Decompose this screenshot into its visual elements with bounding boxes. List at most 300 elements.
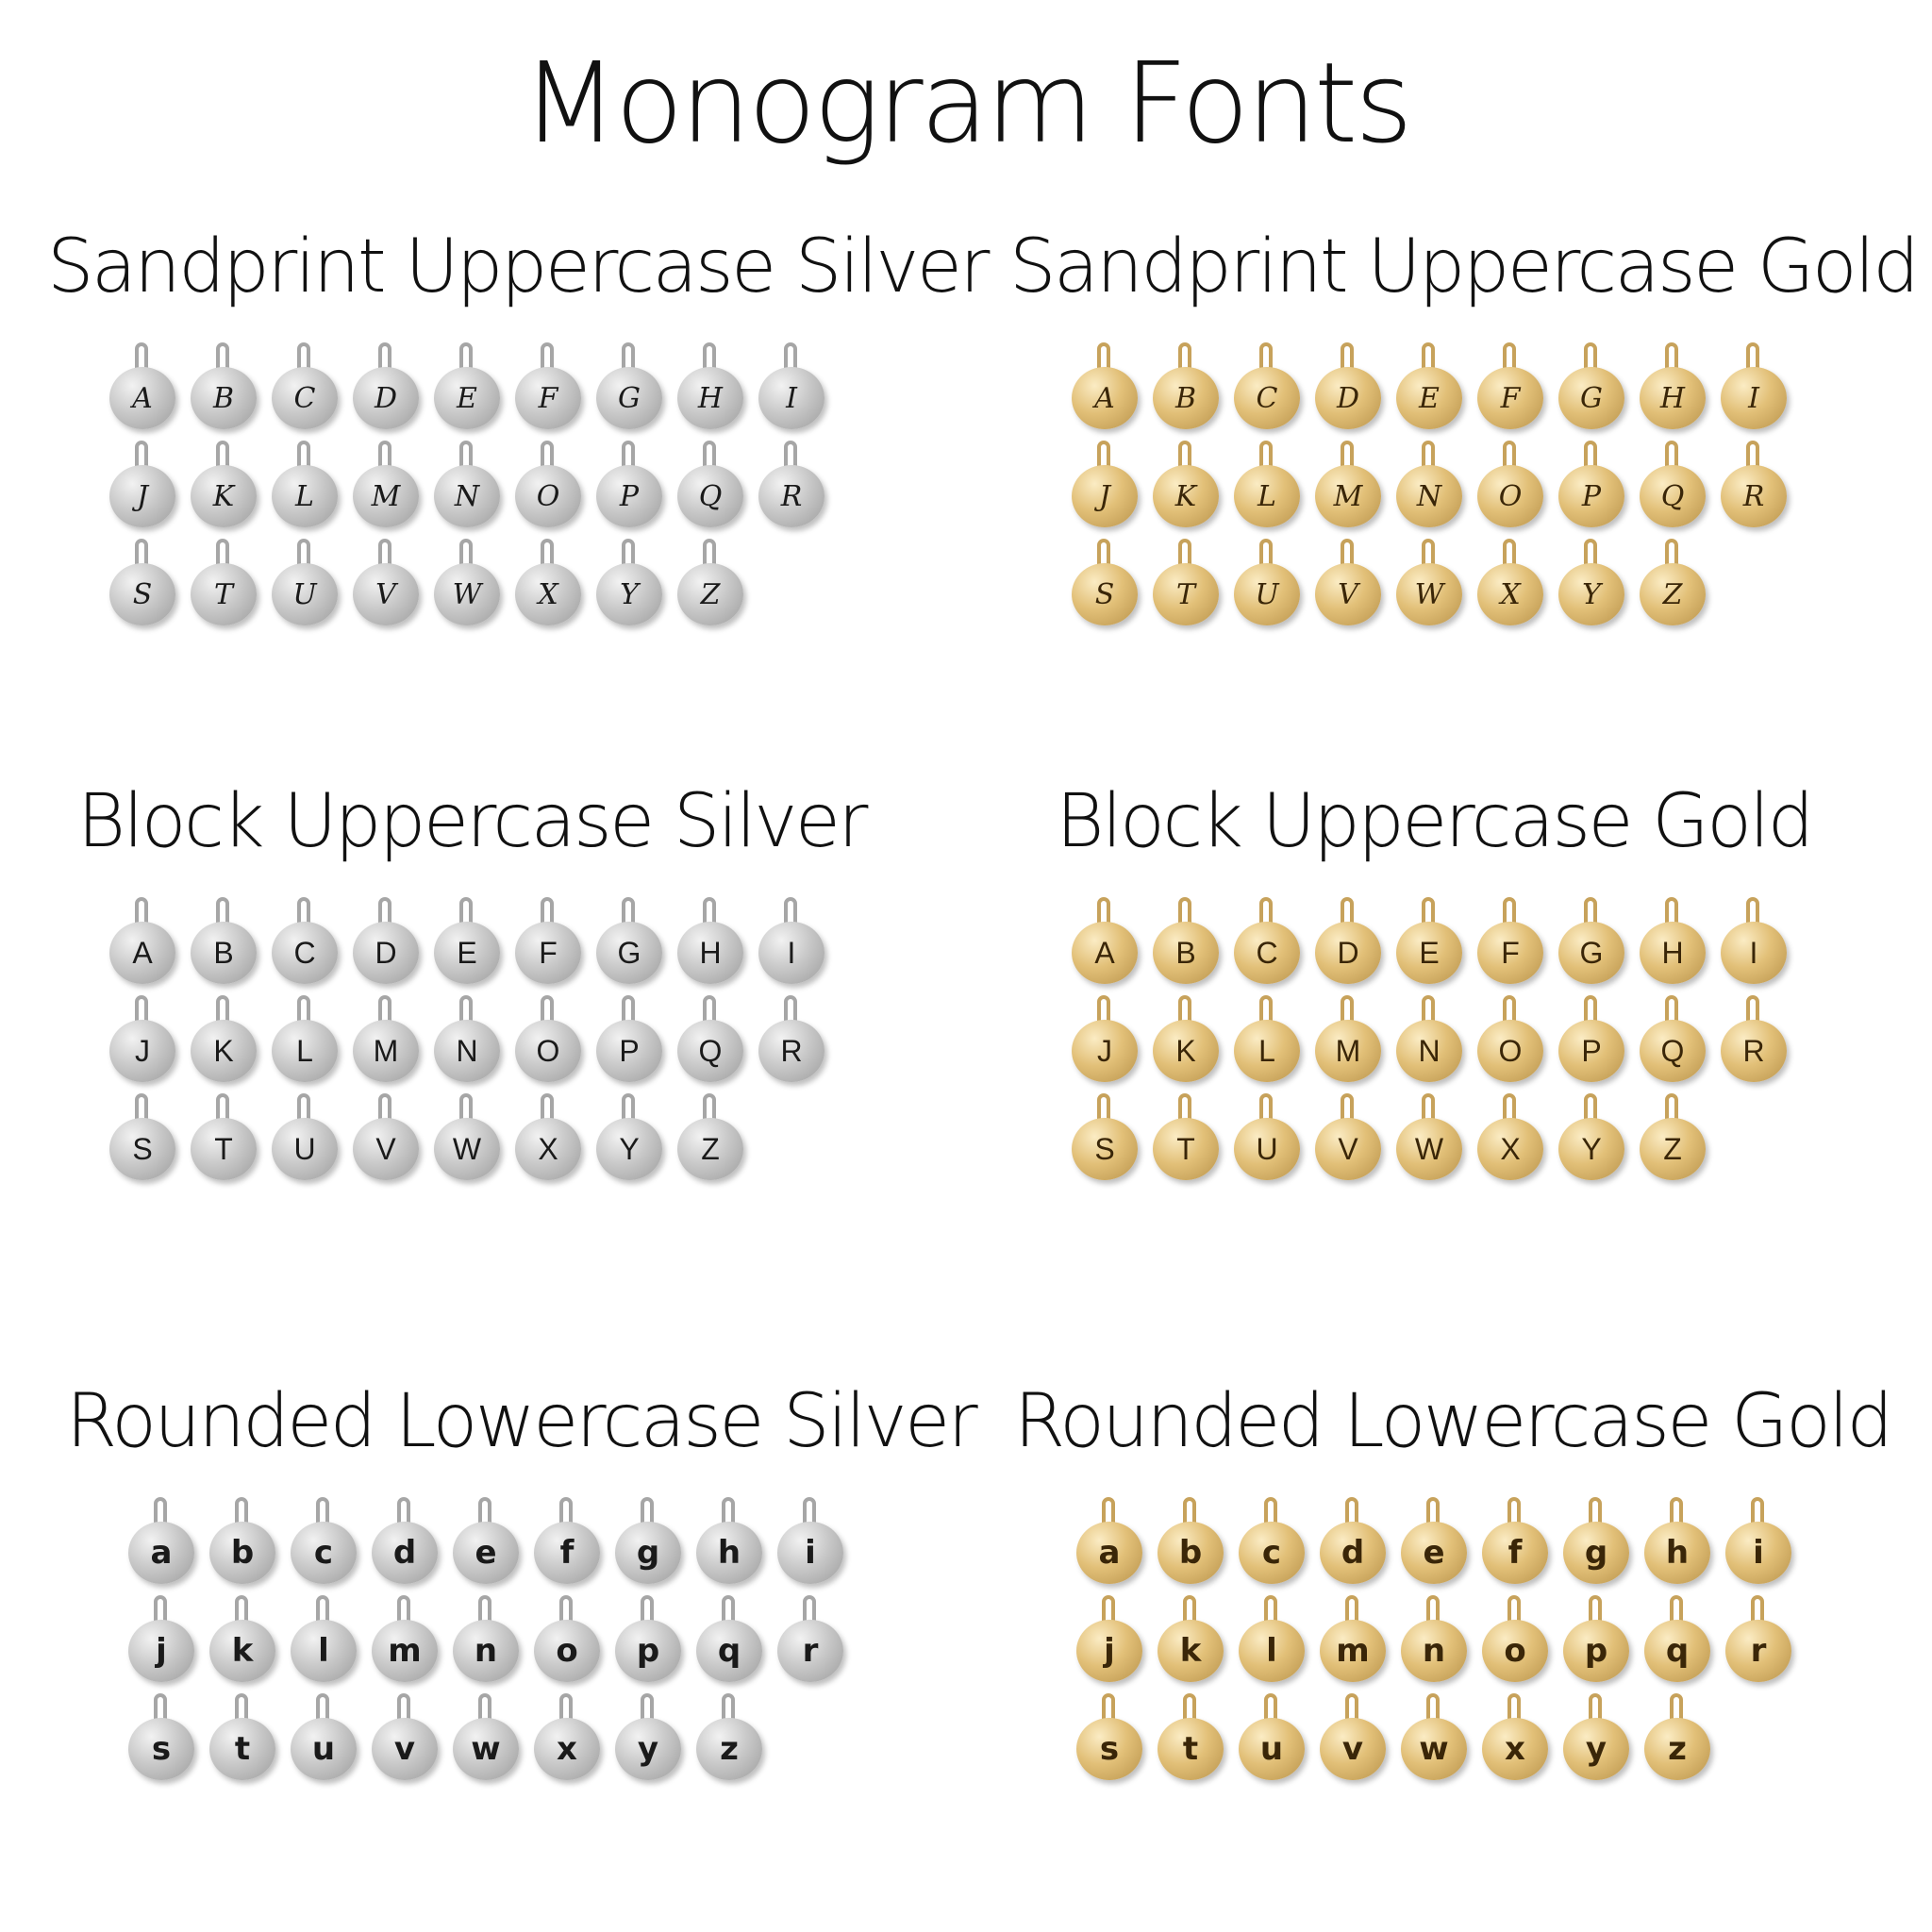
charm-N [1396,995,1462,1086]
charm-k [1158,1595,1224,1686]
charm-J [1072,995,1138,1086]
charm-letter: j [1076,1620,1142,1682]
charm-H [1640,897,1706,988]
charm-letter: W [434,1118,500,1180]
charm-p [615,1595,681,1686]
charm-letter: J [109,1020,175,1082]
charm-letter: H [677,922,743,984]
charm-letter: Z [677,1118,743,1180]
charm-letter: B [191,922,257,984]
charm-letter: C [272,922,338,984]
charm-letter: V [353,1118,419,1180]
charm-V [353,539,419,629]
charm-letter: k [1158,1620,1224,1682]
charm-letter: h [1644,1522,1710,1584]
charm-letter: U [272,563,338,625]
charm-letter: B [1153,922,1219,984]
charm-V [1315,1093,1381,1184]
charm-H [677,897,743,988]
charm-letter: t [1158,1718,1224,1780]
charm-R [758,441,824,531]
charm-letter: y [615,1718,681,1780]
charm-U [272,1093,338,1184]
charm-I [1721,897,1787,988]
charm-letter: Q [1640,465,1706,527]
charm-C [1234,897,1300,988]
charm-l [291,1595,357,1686]
charm-letter: L [272,1020,338,1082]
page-title: Monogram Fonts [522,38,1410,168]
charm-M [1315,995,1381,1086]
charm-letter: I [1721,367,1787,429]
charm-letter: l [291,1620,357,1682]
charm-Q [1640,441,1706,531]
charm-letter: s [128,1718,194,1780]
charm-F [1477,342,1543,433]
charm-j [1076,1595,1142,1686]
charm-letter: U [1234,563,1300,625]
charm-letter: J [1072,465,1138,527]
charm-I [758,342,824,433]
section-heading: Sandprint Uppercase Silver [47,225,988,309]
charm-M [1315,441,1381,531]
charm-k [209,1595,275,1686]
charm-i [777,1497,843,1588]
charm-letter: X [515,1118,581,1180]
charm-J [1072,441,1138,531]
charm-letter: z [696,1718,762,1780]
charm-m [372,1595,438,1686]
charm-P [596,995,662,1086]
charm-letter: A [109,922,175,984]
charm-r [777,1595,843,1686]
charm-letter: Z [677,563,743,625]
charm-d [1320,1497,1386,1588]
charm-letter: J [109,465,175,527]
charm-c [1239,1497,1305,1588]
charm-letter: x [1482,1718,1548,1780]
charm-letter: O [1477,1020,1543,1082]
charm-i [1725,1497,1791,1588]
charm-O [1477,441,1543,531]
charm-letter: Y [1558,563,1624,625]
charm-S [109,1093,175,1184]
charm-Y [1558,1093,1624,1184]
charm-letter: H [1640,922,1706,984]
charm-letter: Q [677,465,743,527]
charm-letter: Q [677,1020,743,1082]
charm-U [1234,539,1300,629]
charm-J [109,441,175,531]
charm-X [1477,1093,1543,1184]
charm-N [434,995,500,1086]
charm-letter: F [1477,367,1543,429]
charm-t [209,1693,275,1784]
charm-letter: P [596,465,662,527]
charm-D [353,342,419,433]
charm-Q [677,995,743,1086]
charm-n [453,1595,519,1686]
charm-D [353,897,419,988]
charm-Q [677,441,743,531]
charm-U [1234,1093,1300,1184]
charm-o [1482,1595,1548,1686]
charm-G [1558,342,1624,433]
charm-letter: N [434,1020,500,1082]
charm-letter: B [1153,367,1219,429]
charm-letter: F [1477,922,1543,984]
charm-letter: N [1396,465,1462,527]
charm-letter: S [1072,1118,1138,1180]
charm-g [1563,1497,1629,1588]
charm-letter: X [515,563,581,625]
charm-letter: e [453,1522,519,1584]
charm-o [534,1595,600,1686]
charm-s [128,1693,194,1784]
charm-R [758,995,824,1086]
charm-q [696,1595,762,1686]
charm-L [272,995,338,1086]
charm-letter: v [1320,1718,1386,1780]
charm-h [1644,1497,1710,1588]
charm-letter: n [1401,1620,1467,1682]
charm-W [434,1093,500,1184]
charm-x [1482,1693,1548,1784]
charm-r [1725,1595,1791,1686]
charm-letter: G [1558,922,1624,984]
charm-letter: g [1563,1522,1629,1584]
charm-K [191,441,257,531]
charm-T [1153,1093,1219,1184]
charm-letter: c [291,1522,357,1584]
charm-C [272,897,338,988]
charm-B [191,342,257,433]
charm-Z [677,539,743,629]
charm-B [1153,897,1219,988]
charm-letter: K [191,1020,257,1082]
charm-letter: X [1477,1118,1543,1180]
charm-letter: p [1563,1620,1629,1682]
charm-letter: U [272,1118,338,1180]
charm-letter: H [1640,367,1706,429]
charm-letter: D [353,367,419,429]
charm-u [1239,1693,1305,1784]
charm-letter: P [596,1020,662,1082]
charm-w [1401,1693,1467,1784]
charm-letter: Y [596,1118,662,1180]
charm-y [1563,1693,1629,1784]
charm-letter: b [209,1522,275,1584]
charm-M [353,441,419,531]
charm-G [1558,897,1624,988]
charm-letter: G [596,922,662,984]
charm-v [372,1693,438,1784]
charm-I [758,897,824,988]
charm-letter: w [1401,1718,1467,1780]
charm-d [372,1497,438,1588]
charm-H [677,342,743,433]
charm-letter: F [515,367,581,429]
charm-letter: U [1234,1118,1300,1180]
charm-grid [66,1497,915,1799]
charm-E [1396,897,1462,988]
charm-L [1234,995,1300,1086]
charm-N [1396,441,1462,531]
charm-t [1158,1693,1224,1784]
charm-j [128,1595,194,1686]
charm-letter: D [1315,922,1381,984]
charm-letter: S [1072,563,1138,625]
charm-letter: I [758,367,824,429]
charm-Z [677,1093,743,1184]
charm-letter: M [353,1020,419,1082]
charm-letter: L [1234,1020,1300,1082]
charm-S [109,539,175,629]
charm-letter: S [109,563,175,625]
charm-grid [1014,1497,1863,1799]
charm-grid [1009,342,1858,644]
charm-letter: a [1076,1522,1142,1584]
charm-letter: T [191,563,257,625]
charm-P [1558,441,1624,531]
charm-letter: A [109,367,175,429]
charm-letter: G [596,367,662,429]
charm-letter: W [1396,1118,1462,1180]
charm-letter: R [758,1020,824,1082]
charm-letter: E [1396,367,1462,429]
section-heading: Block Uppercase Gold [1056,779,1812,864]
charm-O [515,441,581,531]
charm-letter: d [1320,1522,1386,1584]
charm-letter: T [191,1118,257,1180]
charm-K [1153,995,1219,1086]
charm-e [453,1497,519,1588]
charm-letter: t [209,1718,275,1780]
charm-Y [596,1093,662,1184]
charm-letter: w [453,1718,519,1780]
charm-letter: C [1234,367,1300,429]
charm-H [1640,342,1706,433]
charm-letter: H [677,367,743,429]
charm-letter: A [1072,922,1138,984]
charm-z [1644,1693,1710,1784]
charm-letter: S [109,1118,175,1180]
charm-letter: V [1315,563,1381,625]
charm-letter: P [1558,465,1624,527]
charm-letter: T [1153,563,1219,625]
charm-P [596,441,662,531]
charm-letter: m [372,1620,438,1682]
charm-n [1401,1595,1467,1686]
charm-w [453,1693,519,1784]
charm-letter: P [1558,1020,1624,1082]
charm-E [434,897,500,988]
charm-letter: x [534,1718,600,1780]
charm-letter: W [434,563,500,625]
charm-letter: W [1396,563,1462,625]
charm-p [1563,1595,1629,1686]
charm-b [1158,1497,1224,1588]
charm-letter: Z [1640,563,1706,625]
charm-v [1320,1693,1386,1784]
charm-F [1477,897,1543,988]
charm-S [1072,1093,1138,1184]
charm-letter: K [191,465,257,527]
charm-letter: l [1239,1620,1305,1682]
charm-letter: h [696,1522,762,1584]
charm-V [353,1093,419,1184]
charm-letter: J [1072,1020,1138,1082]
charm-D [1315,897,1381,988]
charm-letter: E [1396,922,1462,984]
charm-letter: T [1153,1118,1219,1180]
charm-letter: y [1563,1718,1629,1780]
charm-T [191,1093,257,1184]
charm-E [434,342,500,433]
charm-l [1239,1595,1305,1686]
charm-Y [1558,539,1624,629]
charm-letter: M [353,465,419,527]
charm-letter: r [1725,1620,1791,1682]
charm-letter: G [1558,367,1624,429]
charm-q [1644,1595,1710,1686]
charm-g [615,1497,681,1588]
charm-B [191,897,257,988]
charm-letter: z [1644,1718,1710,1780]
charm-A [1072,342,1138,433]
charm-O [1477,995,1543,1086]
charm-F [515,342,581,433]
charm-O [515,995,581,1086]
charm-T [1153,539,1219,629]
charm-z [696,1693,762,1784]
charm-letter: j [128,1620,194,1682]
charm-a [128,1497,194,1588]
charm-letter: V [353,563,419,625]
charm-letter: i [1725,1522,1791,1584]
charm-E [1396,342,1462,433]
charm-W [1396,1093,1462,1184]
charm-letter: V [1315,1118,1381,1180]
charm-D [1315,342,1381,433]
charm-A [1072,897,1138,988]
charm-letter: f [534,1522,600,1584]
charm-G [596,342,662,433]
charm-letter: v [372,1718,438,1780]
charm-x [534,1693,600,1784]
charm-F [515,897,581,988]
charm-B [1153,342,1219,433]
charm-G [596,897,662,988]
charm-K [191,995,257,1086]
charm-letter: Q [1640,1020,1706,1082]
charm-L [272,441,338,531]
charm-letter: D [1315,367,1381,429]
charm-letter: C [1234,922,1300,984]
charm-letter: e [1401,1522,1467,1584]
charm-K [1153,441,1219,531]
charm-h [696,1497,762,1588]
charm-J [109,995,175,1086]
charm-U [272,539,338,629]
charm-Z [1640,1093,1706,1184]
section-heading: Rounded Lowercase Gold [1014,1379,1891,1464]
charm-grid [47,897,896,1199]
charm-X [515,539,581,629]
charm-letter: M [1315,1020,1381,1082]
charm-m [1320,1595,1386,1686]
charm-letter: c [1239,1522,1305,1584]
charm-letter: o [534,1620,600,1682]
charm-grid [1009,897,1858,1199]
charm-W [1396,539,1462,629]
charm-letter: R [1721,1020,1787,1082]
charm-e [1401,1497,1467,1588]
charm-letter: Z [1640,1118,1706,1180]
charm-letter: k [209,1620,275,1682]
charm-letter: N [1396,1020,1462,1082]
charm-S [1072,539,1138,629]
charm-letter: D [353,922,419,984]
charm-letter: Y [596,563,662,625]
charm-y [615,1693,681,1784]
charm-L [1234,441,1300,531]
charm-X [1477,539,1543,629]
charm-A [109,897,175,988]
charm-Q [1640,995,1706,1086]
charm-letter: M [1315,465,1381,527]
charm-f [1482,1497,1548,1588]
charm-A [109,342,175,433]
charm-a [1076,1497,1142,1588]
charm-letter: B [191,367,257,429]
charm-R [1721,441,1787,531]
charm-letter: E [434,367,500,429]
charm-letter: F [515,922,581,984]
charm-C [1234,342,1300,433]
charm-C [272,342,338,433]
charm-letter: O [515,465,581,527]
charm-letter: O [1477,465,1543,527]
charm-b [209,1497,275,1588]
charm-R [1721,995,1787,1086]
charm-N [434,441,500,531]
charm-c [291,1497,357,1588]
charm-letter: r [777,1620,843,1682]
charm-letter: K [1153,465,1219,527]
charm-letter: L [272,465,338,527]
charm-letter: K [1153,1020,1219,1082]
charm-letter: n [453,1620,519,1682]
charm-X [515,1093,581,1184]
charm-letter: s [1076,1718,1142,1780]
charm-grid [47,342,896,644]
charm-T [191,539,257,629]
charm-letter: X [1477,563,1543,625]
charm-W [434,539,500,629]
charm-letter: O [515,1020,581,1082]
charm-P [1558,995,1624,1086]
charm-letter: m [1320,1620,1386,1682]
charm-letter: I [758,922,824,984]
charm-letter: C [272,367,338,429]
charm-Y [596,539,662,629]
charm-letter: o [1482,1620,1548,1682]
charm-letter: u [291,1718,357,1780]
charm-Z [1640,539,1706,629]
charm-letter: u [1239,1718,1305,1780]
charm-f [534,1497,600,1588]
